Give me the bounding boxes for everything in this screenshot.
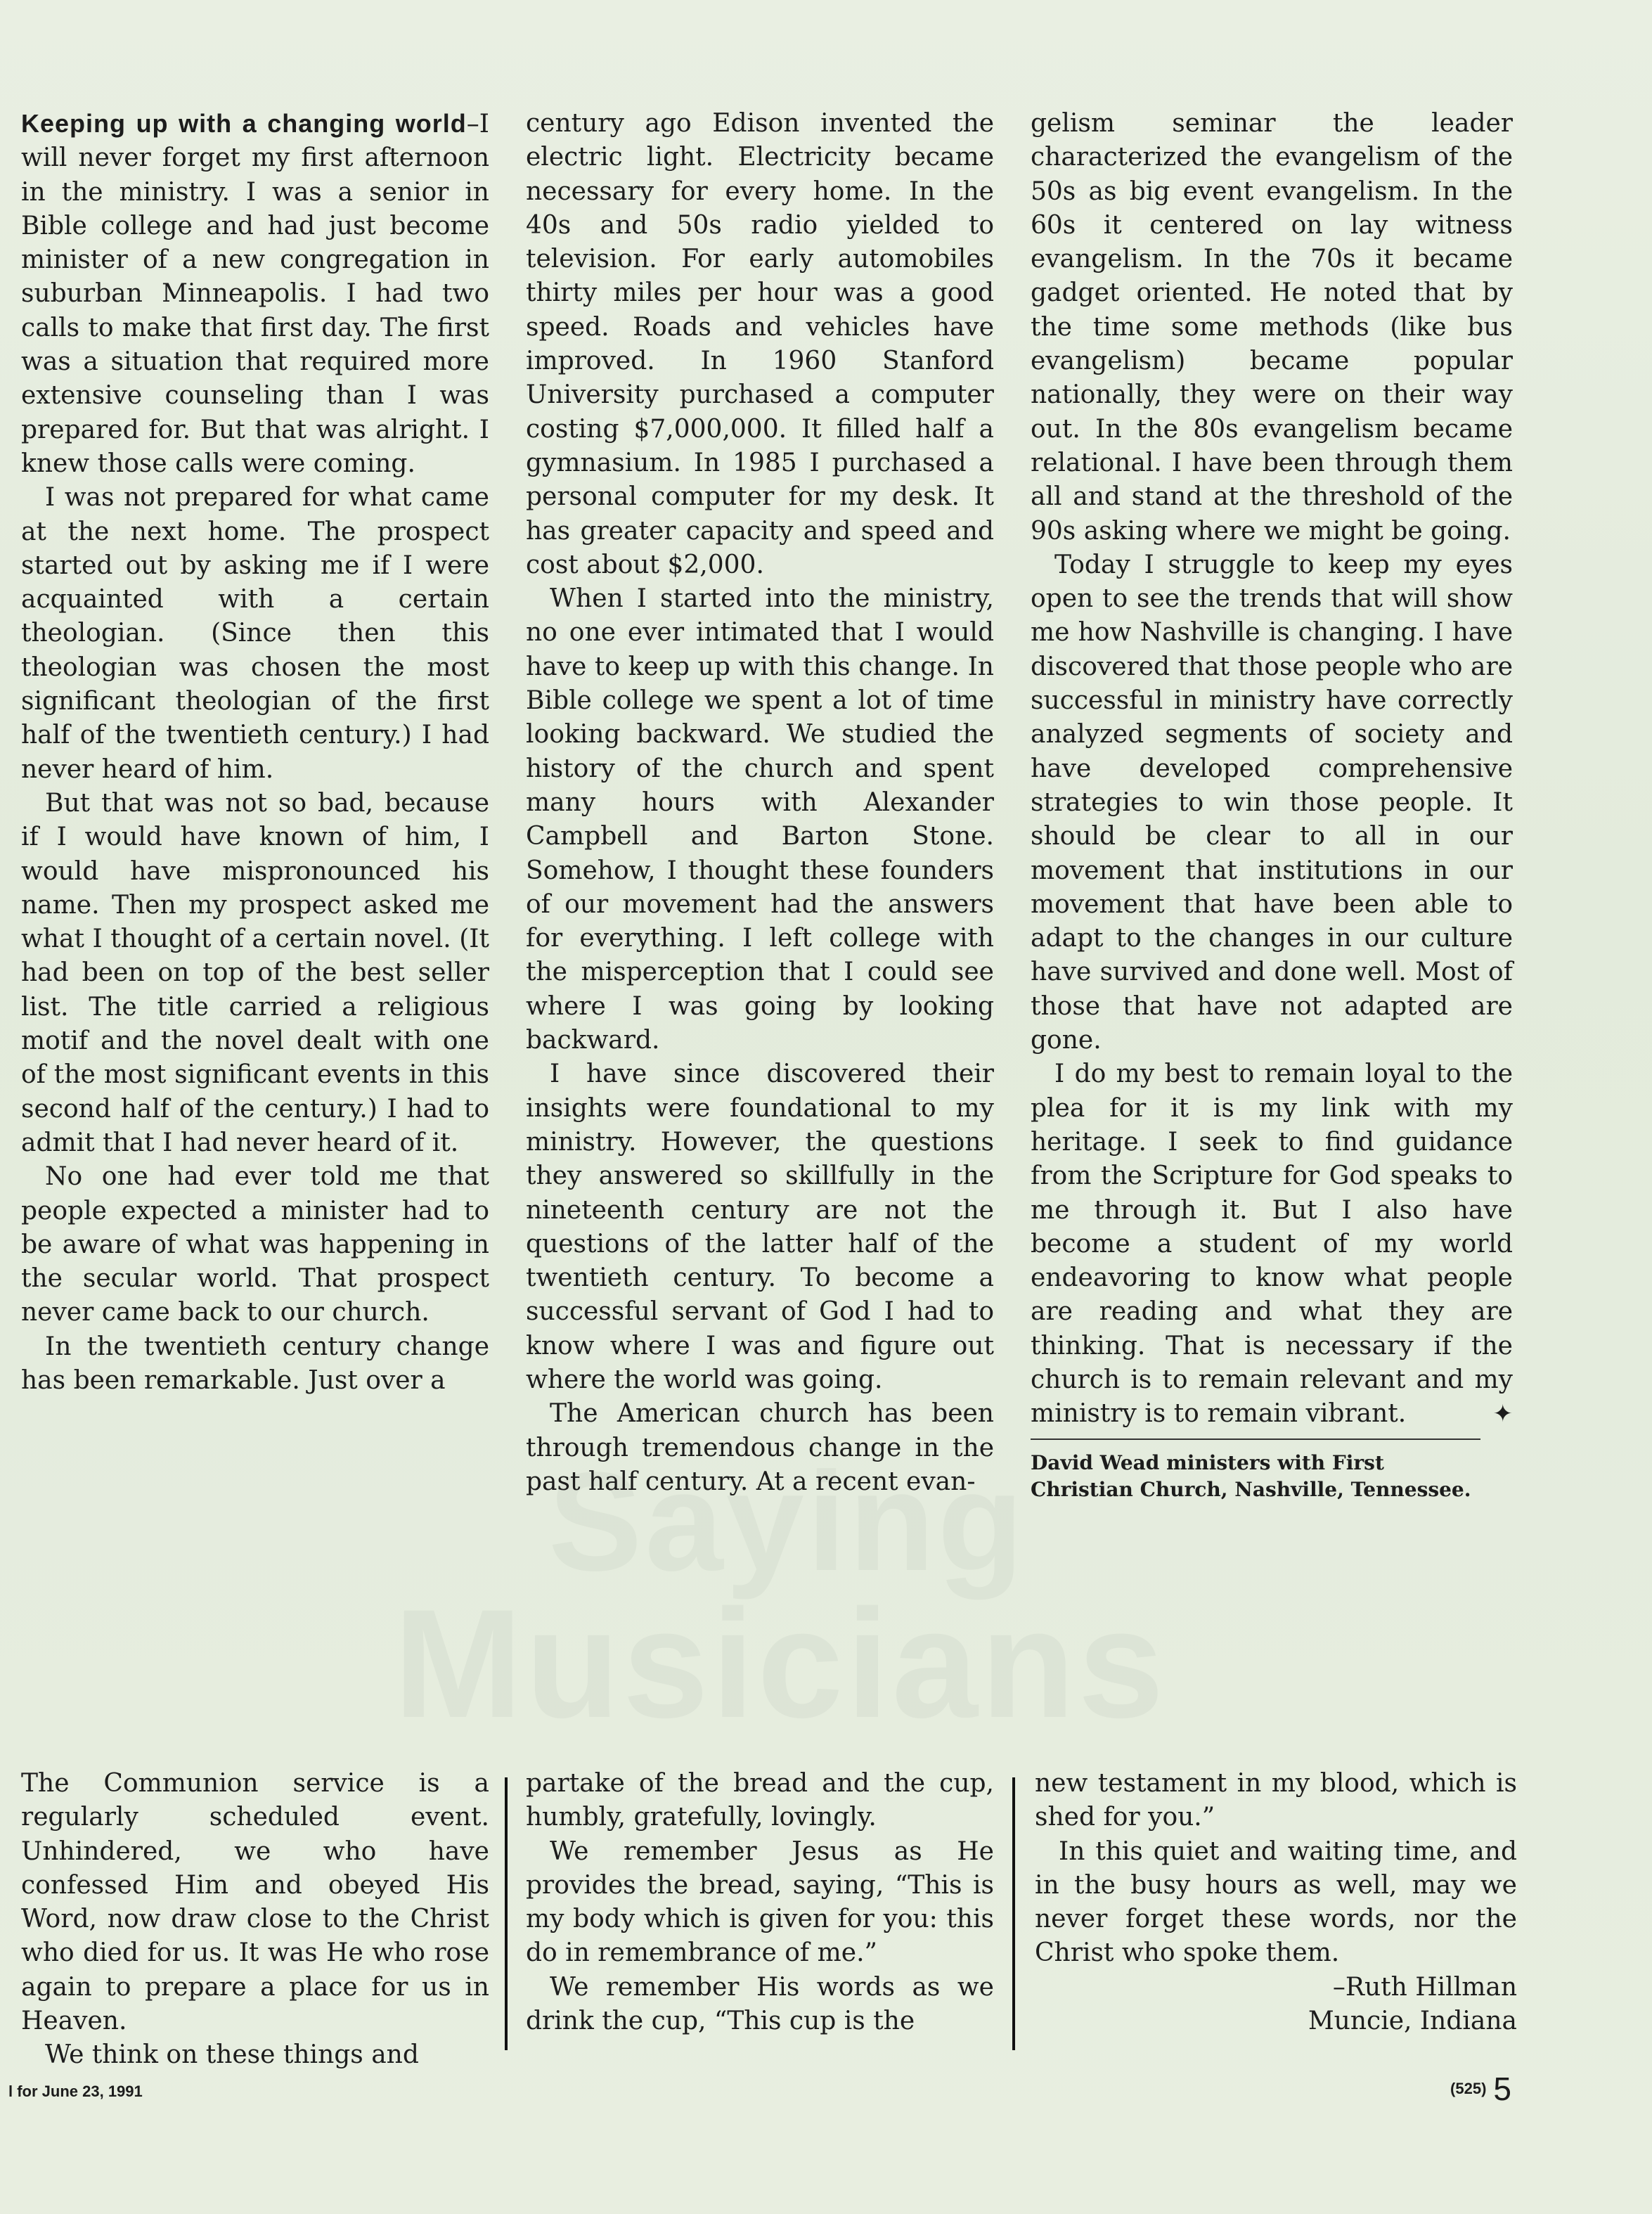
meditation-paragraph: partake of the bread and the cup, humbly, gratefully, lovingly. [526, 1769, 994, 1832]
meditation-paragraph: The Communion service is a regularly scheduled event. Unhindered, we who have confessed Him and obeyed His Word, now draw close to the Christ who died for us. It was He who rose again to prepare a place for us in Heaven. [21, 1769, 489, 2036]
meditation-author: –Ruth Hillman [1332, 1972, 1517, 2002]
meditation-paragraph: new testament in my blood, which is shed for you.” [1035, 1769, 1517, 1832]
page-number: 5 [1493, 2071, 1511, 2107]
article-paragraph: I do my best to remain loyal to the plea for it is my link with my heritage. I seek to find guidance from the Scripture for God speaks to me through it. But I also have become a student of my world endeavoring to know what people are reading and what they are thinking. That is necessary if the church is to remain relevant and my ministry is to remain vibrant. ✦ [1031, 1057, 1513, 1431]
folio-number: (525) [1450, 2080, 1487, 2097]
article-paragraph: No one had ever told me that people expected a minister had to be aware of what was happening in the secular world. That prospect never came back to our church. [21, 1162, 489, 1327]
issue-date: l for June 23, 1991 [8, 2083, 143, 2100]
meditation-location: Muncie, Indiana [1308, 2007, 1517, 2036]
section-lead-in: Keeping up with a changing world [21, 109, 467, 138]
article-paragraph: gelism seminar the leader characterized the evangelism of the 50s as big event evangelism. In the 60s it centered on lay witness evangelism. In the 70s it became gadget oriented. He noted that by the time some methods (like bus evangelism) became popular nationally, they were on their way out. In the 80s evangelism became relational. I have been through them all and stand at the threshold of the 90s asking where we might be going. [1031, 109, 1513, 546]
page-footer [1450, 2070, 1511, 2108]
article-paragraph: I have since discovered their insights were foundational to my ministry. However, the questions they answered so skillfully in the nineteenth century are not the questions of the latter half of the twentieth century. To become a successful servant of God I had to know where I was and figure out where the world was going. [526, 1060, 994, 1394]
meditation-paragraph: We think on these things and [45, 2040, 419, 2070]
meditation-column-2 [526, 1767, 994, 2038]
meditation-column-3 [1035, 1767, 1517, 2038]
meditation-paragraph: We remember Jesus as He provides the bread, saying, “This is my body which is given for you: this do in remembrance of me.” [526, 1836, 994, 1968]
author-bio: David Wead ministers with First Christian Church, Nashville, Tennessee. [1031, 1439, 1480, 1503]
article-paragraph: When I started into the ministry, no one ever intimated that I would have to keep up with this change. In Bible college we spent a lot of time looking backward. We studied the history of the church and spent many hours with Alexander Campbell and Barton Stone. Somehow, I thought these founders of our movement had the answers for everything. I left college with the misperception that I could see where I was going by looking backward. [526, 584, 994, 1055]
article-paragraph: Keeping up with a changing world–I will never forget my first afternoon in the ministry. I was a senior in Bible college and had just become minister of a new congregation in suburban Minneapolis. I had two calls to make that first day. The first was a situation that required more extensive counseling than I was prepared for. But that was alright. I knew those calls were coming. [21, 109, 489, 478]
article-paragraph: In the twentieth century change has been remarkable. Just over a [21, 1332, 489, 1395]
article-paragraph: I was not prepared for what came at the next home. The prospect started out by asking me if I were acquainted with a certain theologian. (Since then this theologian was chosen the most significant theologian of the first half of the twentieth century.) I had never heard of him. [21, 483, 489, 784]
article-paragraph: But that was not so bad, because if I would have known of him, I would have mispronounced his name. Then my prospect asked me what I thought of a certain novel. (It had been on top of the best seller list. The title carried a religious motif and the novel dealt with one of the most significant events in this second half of the century.) I had to admit that I had never heard of it. [21, 788, 489, 1157]
article-column-2 [526, 107, 994, 1499]
article-paragraph: The American church has been through tremendous change in the past half century. At a recent evan- [526, 1399, 994, 1496]
column-divider [505, 1777, 508, 2050]
article-paragraph: century ago Edison invented the electric light. Electricity became necessary for every home. In the 40s and 50s radio yielded to television. For early automobiles thirty miles per hour was a good speed. Roads and vehicles have improved. In 1960 Stanford University purchased a computer costing $7,000,000. It filled half a gymnasium. In 1985 I purchased a personal computer for my desk. It has greater capacity and speed and cost about $2,000. [526, 109, 994, 579]
end-mark-icon: ✦ [1492, 1400, 1513, 1429]
show-through-text-2 [394, 1575, 1167, 1753]
article-paragraph: Today I struggle to keep my eyes open to see the trends that will show me how Nashville is changing. I have discovered that those people who are successful in ministry have correctly analyzed segments of society and have developed comprehensive strategies to win those people. It should be clear to all in our movement that institutions in our movement that have been able to adapt to the changes in our culture have survived and done well. Most of those that have not adapted are gone. [1031, 550, 1513, 1055]
meditation-paragraph: We remember His words as we drink the cup, “This cup is the [526, 1972, 994, 2036]
article-column-1 [21, 107, 489, 1398]
article-column-3 [1031, 107, 1513, 1503]
meditation-paragraph: In this quiet and waiting time, and in the busy hours as well, may we never forget these words, nor the Christ who spoke them. [1035, 1836, 1517, 1968]
meditation-column-1 [21, 1767, 489, 2073]
column-divider [1012, 1777, 1015, 2050]
